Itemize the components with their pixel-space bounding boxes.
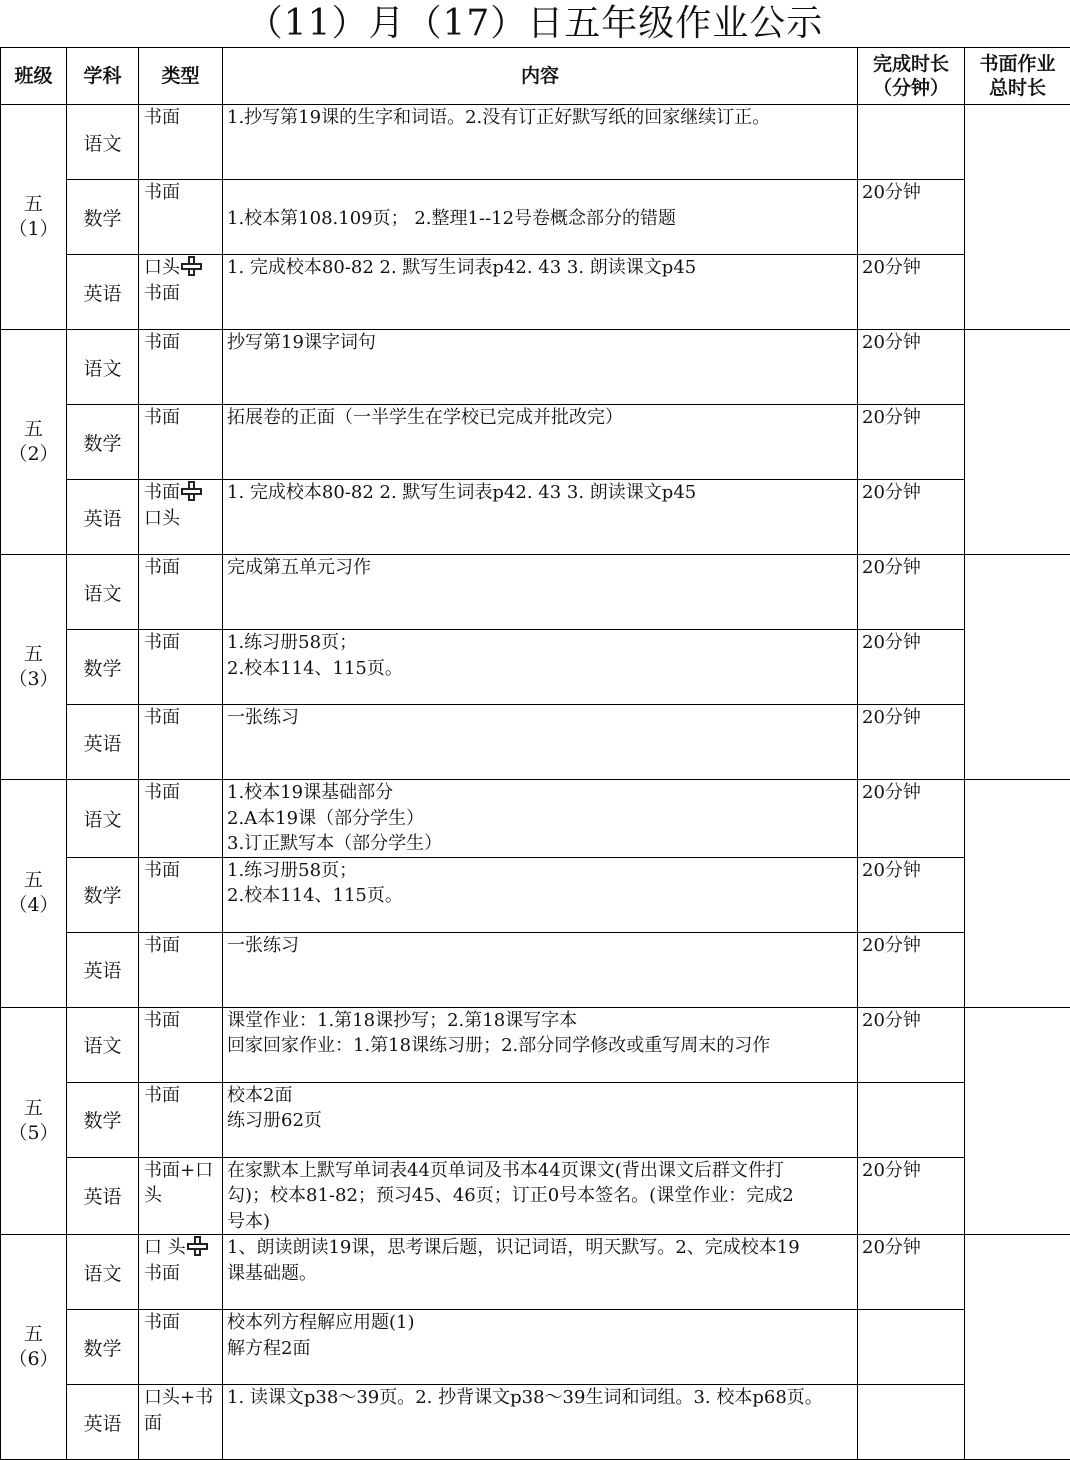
content-cell: [223, 1235, 858, 1310]
time-cell: 20分钟: [858, 1235, 965, 1310]
class-cell: [1, 105, 67, 330]
time-cell: 20分钟: [858, 780, 965, 858]
content-line: 2.校本114、115页。: [227, 656, 857, 682]
time-cell: [858, 1082, 965, 1157]
header-total-line: 总时长: [965, 76, 1070, 100]
class-cell: [1, 1007, 67, 1235]
subject-cell: 语文: [67, 780, 139, 858]
type-line: [144, 1385, 222, 1411]
content-line: 1.校本第108.109页； 2.整理1--12号卷概念部分的错题: [227, 206, 857, 232]
type-line: [144, 705, 222, 731]
subject-cell: 数学: [67, 1082, 139, 1157]
subject-cell: 英语: [67, 480, 139, 555]
subject-cell: 数学: [67, 630, 139, 705]
time-cell: 20分钟: [858, 555, 965, 630]
class-name-line: （4）: [1, 893, 66, 918]
plus-icon: [181, 481, 201, 501]
type-text: 书面+口: [144, 1160, 213, 1181]
type-text: 书面: [144, 557, 180, 578]
content-line: 1.校本19课基础部分: [227, 780, 857, 806]
content-cell: [223, 780, 858, 858]
total-time-cell: [965, 330, 1070, 555]
class-name-line: （3）: [1, 667, 66, 692]
table-row: [1, 405, 1070, 480]
subject-cell: 语文: [67, 330, 139, 405]
time-cell: 20分钟: [858, 1157, 965, 1235]
total-time-cell: [965, 780, 1070, 1008]
type-line: [144, 1158, 222, 1184]
content-line: 2.校本114、115页。: [227, 883, 857, 909]
type-text: 书面: [144, 860, 180, 881]
header-time: [858, 48, 965, 105]
table-row: [1, 1157, 1070, 1235]
type-cell: [139, 555, 223, 630]
header-type: 类型: [139, 48, 223, 105]
type-text: 书面: [144, 935, 180, 956]
content-line: [227, 180, 857, 206]
class-name-line: 五: [1, 868, 66, 893]
subject-cell: 语文: [67, 1235, 139, 1310]
content-cell: [223, 1157, 858, 1235]
time-cell: 20分钟: [858, 932, 965, 1007]
type-line: [144, 180, 222, 206]
header-subject: 学科: [67, 48, 139, 105]
type-line: [144, 858, 222, 884]
content-line: 抄写第19课字词句: [227, 330, 857, 356]
type-text: 书面: [144, 107, 180, 128]
time-cell: 20分钟: [858, 330, 965, 405]
type-text: 书面: [144, 1263, 180, 1284]
type-line: [144, 933, 222, 959]
type-cell: [139, 1385, 223, 1460]
content-line: 解方程2面: [227, 1336, 857, 1362]
time-cell: 20分钟: [858, 1007, 965, 1082]
content-cell: [223, 1082, 858, 1157]
type-line: [144, 1183, 222, 1209]
type-text: 口头: [144, 257, 180, 278]
table-body: [1, 105, 1070, 1460]
total-time-cell: [965, 555, 1070, 780]
header-time-line: 完成时长: [858, 52, 964, 76]
class-name-line: （2）: [1, 442, 66, 467]
header-content: 内容: [223, 48, 858, 105]
type-cell: [139, 1157, 223, 1235]
table-row: [1, 330, 1070, 405]
subject-cell: 英语: [67, 255, 139, 330]
subject-cell: 语文: [67, 1007, 139, 1082]
type-text: 头: [144, 1185, 162, 1206]
content-cell: [223, 555, 858, 630]
content-line: 勾)；校本81-82；预习45、46页；订正0号本签名。(课堂作业：完成2: [227, 1183, 857, 1209]
table-row: [1, 1235, 1070, 1310]
content-cell: [223, 480, 858, 555]
table-row: [1, 780, 1070, 858]
class-name-line: （6）: [1, 1347, 66, 1372]
type-line: [144, 780, 222, 806]
table-row: [1, 705, 1070, 780]
type-cell: [139, 180, 223, 255]
time-cell: 20分钟: [858, 405, 965, 480]
page-title: （11）月（17）日五年级作业公示: [0, 0, 1070, 47]
content-line: 2.A本19课（部分学生）: [227, 806, 857, 832]
content-cell: [223, 1007, 858, 1082]
table-row: [1, 630, 1070, 705]
type-cell: [139, 255, 223, 330]
content-line: 1、朗读朗读19课，思考课后题，识记词语，明天默写。2、完成校本19: [227, 1235, 857, 1261]
content-cell: [223, 255, 858, 330]
subject-cell: 英语: [67, 705, 139, 780]
type-text: 书面: [144, 1010, 180, 1031]
type-line: [144, 555, 222, 581]
content-line: 一张练习: [227, 933, 857, 959]
content-cell: [223, 857, 858, 932]
table-row: [1, 105, 1070, 180]
homework-table: [0, 47, 1070, 1460]
type-cell: [139, 480, 223, 555]
type-text: 书面: [144, 407, 180, 428]
total-time-cell: [965, 1235, 1070, 1460]
content-cell: [223, 180, 858, 255]
table-row: [1, 857, 1070, 932]
plus-icon: [187, 1236, 207, 1256]
content-cell: [223, 405, 858, 480]
table-row: [1, 1082, 1070, 1157]
type-cell: [139, 932, 223, 1007]
content-cell: [223, 932, 858, 1007]
table-row: [1, 1385, 1070, 1460]
type-cell: [139, 630, 223, 705]
type-cell: [139, 780, 223, 858]
type-line: [144, 1008, 222, 1034]
content-cell: [223, 105, 858, 180]
header-total-line: 书面作业: [965, 52, 1070, 76]
class-cell: [1, 330, 67, 555]
content-line: 1.抄写第19课的生字和词语。2.没有订正好默写纸的回家继续订正。: [227, 105, 857, 131]
content-line: 号本): [227, 1209, 857, 1235]
subject-cell: 数学: [67, 405, 139, 480]
class-name-line: 五: [1, 1096, 66, 1121]
header-time-line: （分钟）: [858, 76, 964, 100]
total-time-cell: [965, 1007, 1070, 1235]
type-text: 书面: [144, 707, 180, 728]
header-total: [965, 48, 1070, 105]
type-cell: [139, 1007, 223, 1082]
content-line: 一张练习: [227, 705, 857, 731]
content-line: 1.练习册58页；: [227, 630, 857, 656]
type-text: 书面: [144, 632, 180, 653]
content-line: 校本列方程解应用题(1): [227, 1310, 857, 1336]
header-class: 班级: [1, 48, 67, 105]
plus-icon: [181, 256, 201, 276]
content-cell: [223, 1310, 858, 1385]
time-cell: 20分钟: [858, 255, 965, 330]
class-name-line: （1）: [1, 217, 66, 242]
type-line: [144, 630, 222, 656]
time-cell: 20分钟: [858, 480, 965, 555]
content-cell: [223, 330, 858, 405]
class-name-line: 五: [1, 642, 66, 667]
type-line: [144, 1261, 222, 1287]
content-cell: [223, 630, 858, 705]
table-row: [1, 255, 1070, 330]
subject-cell: 语文: [67, 555, 139, 630]
type-text: 书面: [144, 482, 180, 503]
type-line: [144, 1235, 222, 1261]
total-time-cell: [965, 105, 1070, 330]
type-line: [144, 1310, 222, 1336]
type-text: 书面: [144, 182, 180, 203]
content-line: 校本2面: [227, 1083, 857, 1109]
content-line: 3.订正默写本（部分学生）: [227, 831, 857, 857]
content-cell: [223, 705, 858, 780]
time-cell: [858, 1385, 965, 1460]
table-row: [1, 1007, 1070, 1082]
content-line: 1. 完成校本80-82 2. 默写生词表p42. 43 3. 朗读课文p45: [227, 255, 857, 281]
type-line: [144, 281, 222, 307]
content-line: 课基础题。: [227, 1261, 857, 1287]
class-name-line: 五: [1, 192, 66, 217]
content-line: 在家默本上默写单词表44页单词及书本44页课文(背出课文后群文件打: [227, 1158, 857, 1184]
subject-cell: 数学: [67, 857, 139, 932]
content-line: 1. 完成校本80-82 2. 默写生词表p42. 43 3. 朗读课文p45: [227, 480, 857, 506]
time-cell: [858, 1310, 965, 1385]
type-text: 面: [144, 1413, 162, 1434]
class-name-line: （5）: [1, 1121, 66, 1146]
subject-cell: 英语: [67, 1157, 139, 1235]
table-row: [1, 1310, 1070, 1385]
subject-cell: 数学: [67, 180, 139, 255]
type-cell: [139, 1310, 223, 1385]
type-cell: [139, 105, 223, 180]
content-line: 1. 读课文p38～39页。2. 抄背课文p38～39生词和词组。3. 校本p68页。: [227, 1385, 857, 1411]
time-cell: 20分钟: [858, 705, 965, 780]
time-cell: [858, 105, 965, 180]
type-cell: [139, 1082, 223, 1157]
type-line: [144, 405, 222, 431]
subject-cell: 英语: [67, 1385, 139, 1460]
content-cell: [223, 1385, 858, 1460]
table-row: [1, 180, 1070, 255]
type-cell: [139, 330, 223, 405]
type-line: [144, 1411, 222, 1437]
type-cell: [139, 857, 223, 932]
table-row: [1, 555, 1070, 630]
class-cell: [1, 1235, 67, 1460]
subject-cell: 语文: [67, 105, 139, 180]
content-line: 练习册62页: [227, 1108, 857, 1134]
type-line: [144, 255, 222, 281]
type-line: [144, 480, 222, 506]
type-line: [144, 1083, 222, 1109]
content-line: 拓展卷的正面（一半学生在学校已完成并批改完）: [227, 405, 857, 431]
subject-cell: 数学: [67, 1310, 139, 1385]
class-name-line: 五: [1, 417, 66, 442]
time-cell: 20分钟: [858, 180, 965, 255]
time-cell: 20分钟: [858, 630, 965, 705]
time-cell: 20分钟: [858, 857, 965, 932]
type-text: 书面: [144, 283, 180, 304]
type-line: [144, 330, 222, 356]
content-line: 完成第五单元习作: [227, 555, 857, 581]
type-cell: [139, 405, 223, 480]
type-cell: [139, 705, 223, 780]
type-cell: [139, 1235, 223, 1310]
type-text: 书面: [144, 782, 180, 803]
type-line: [144, 105, 222, 131]
type-text: 书面: [144, 1085, 180, 1106]
type-text: 书面: [144, 332, 180, 353]
content-line: 1.练习册58页；: [227, 858, 857, 884]
type-text: 口头: [144, 508, 180, 529]
class-cell: [1, 780, 67, 1008]
class-cell: [1, 555, 67, 780]
content-line: 回家回家作业：1.第18课练习册；2.部分同学修改或重写周末的习作: [227, 1033, 857, 1059]
type-line: [144, 506, 222, 532]
table-row: [1, 932, 1070, 1007]
table-row: [1, 480, 1070, 555]
class-name-line: 五: [1, 1322, 66, 1347]
type-text: 书面: [144, 1312, 180, 1333]
header-row: [1, 48, 1070, 105]
type-text: 口 头: [144, 1237, 186, 1258]
content-line: 课堂作业：1.第18课抄写；2.第18课写字本: [227, 1008, 857, 1034]
type-text: 口头+书: [144, 1387, 213, 1408]
subject-cell: 英语: [67, 932, 139, 1007]
